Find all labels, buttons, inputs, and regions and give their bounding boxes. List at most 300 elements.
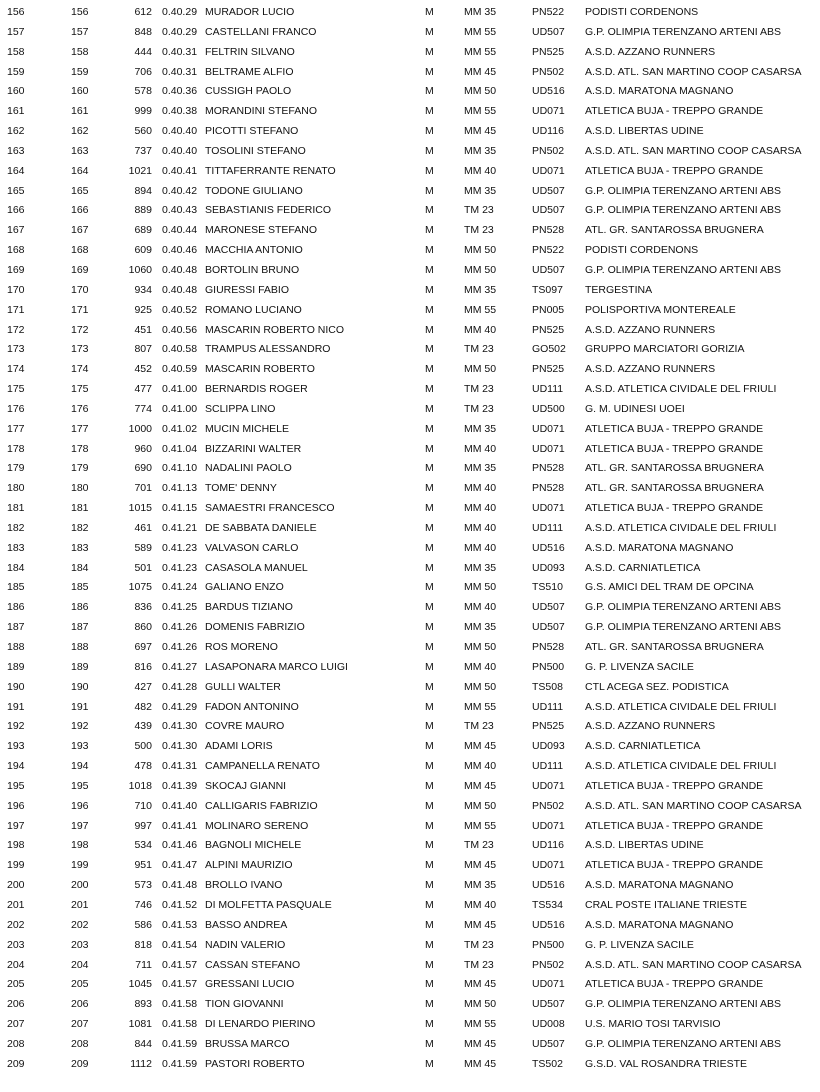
bib-number-cell: 925 bbox=[134, 303, 152, 316]
category-cell: MM 35 bbox=[464, 144, 497, 157]
time-cell: 0.41.30 bbox=[162, 740, 198, 753]
club-name-cell: ATLETICA BUJA - TREPPO GRANDE bbox=[585, 164, 764, 177]
category-position-cell: 194 bbox=[71, 760, 89, 773]
category-cell: TM 23 bbox=[464, 720, 494, 733]
club-name-cell: A.S.D. ATLETICA CIVIDALE DEL FRIULI bbox=[585, 521, 777, 534]
sex-cell: M bbox=[425, 105, 434, 118]
category-cell: MM 50 bbox=[464, 799, 497, 812]
position-cell: 198 bbox=[7, 839, 25, 852]
category-cell: MM 40 bbox=[464, 521, 497, 534]
club-name-cell: A.S.D. CARNIATLETICA bbox=[585, 561, 701, 574]
table-row bbox=[0, 241, 820, 261]
club-code-cell: UD116 bbox=[532, 839, 564, 852]
athlete-name-cell: CASSAN STEFANO bbox=[205, 958, 301, 971]
sex-cell: M bbox=[425, 641, 434, 653]
club-code-cell: UD507 bbox=[532, 184, 565, 197]
table-row bbox=[0, 638, 820, 658]
sex-cell: M bbox=[425, 244, 434, 257]
sex-cell: M bbox=[425, 779, 434, 792]
category-position-cell: 162 bbox=[71, 125, 89, 138]
sex-cell: M bbox=[425, 85, 434, 98]
time-cell: 0.41.27 bbox=[162, 660, 198, 673]
table-row bbox=[0, 757, 820, 777]
club-name-cell: G. M. UDINESI UOEI bbox=[585, 402, 685, 415]
category-position-cell: 165 bbox=[71, 184, 89, 197]
position-cell: 184 bbox=[7, 561, 25, 574]
athlete-name-cell: MASCARIN ROBERTO bbox=[205, 363, 315, 376]
bib-number-cell: 612 bbox=[134, 6, 152, 18]
bib-number-cell: 697 bbox=[134, 641, 152, 653]
table-row bbox=[0, 717, 820, 737]
category-cell: MM 50 bbox=[464, 581, 497, 594]
club-code-cell: PN502 bbox=[532, 65, 565, 78]
club-name-cell: ATLETICA BUJA - TREPPO GRANDE bbox=[585, 779, 764, 792]
bib-number-cell: 860 bbox=[134, 621, 152, 634]
category-position-cell: 203 bbox=[71, 938, 89, 951]
athlete-name-cell: GRESSANI LUCIO bbox=[205, 978, 295, 991]
category-position-cell: 178 bbox=[71, 442, 89, 455]
sex-cell: M bbox=[425, 224, 434, 237]
bib-number-cell: 816 bbox=[134, 660, 152, 673]
time-cell: 0.41.25 bbox=[162, 601, 198, 614]
position-cell: 202 bbox=[7, 918, 25, 931]
club-name-cell: A.S.D. MARATONA MAGNANO bbox=[585, 918, 734, 931]
sex-cell: M bbox=[425, 363, 434, 376]
club-code-cell: UD507 bbox=[532, 263, 565, 276]
time-cell: 0.40.43 bbox=[162, 204, 198, 217]
bib-number-cell: 1021 bbox=[128, 164, 152, 177]
bib-number-cell: 711 bbox=[135, 958, 152, 971]
position-cell: 166 bbox=[7, 204, 25, 217]
category-position-cell: 187 bbox=[71, 621, 89, 634]
athlete-name-cell: MASCARIN ROBERTO NICO bbox=[205, 323, 345, 336]
sex-cell: M bbox=[425, 184, 434, 197]
position-cell: 167 bbox=[7, 224, 25, 237]
position-cell: 174 bbox=[7, 363, 25, 376]
table-row bbox=[0, 400, 820, 420]
club-name-cell: ATLETICA BUJA - TREPPO GRANDE bbox=[585, 978, 764, 991]
table-row bbox=[0, 63, 820, 83]
position-cell: 186 bbox=[7, 601, 25, 614]
position-cell: 170 bbox=[7, 283, 25, 296]
club-name-cell: ATL. GR. SANTAROSSA BRUGNERA bbox=[585, 482, 764, 495]
bib-number-cell: 1112 bbox=[130, 1057, 152, 1070]
category-cell: TM 23 bbox=[464, 938, 494, 951]
bib-number-cell: 427 bbox=[134, 680, 152, 693]
table-row bbox=[0, 1055, 820, 1075]
position-cell: 188 bbox=[7, 641, 25, 653]
time-cell: 0.41.59 bbox=[162, 1057, 198, 1070]
time-cell: 0.40.58 bbox=[162, 343, 198, 356]
athlete-name-cell: SAMAESTRI FRANCESCO bbox=[205, 502, 335, 515]
time-cell: 0.40.31 bbox=[162, 45, 198, 58]
time-cell: 0.40.29 bbox=[162, 25, 198, 38]
club-name-cell: ATL. GR. SANTAROSSA BRUGNERA bbox=[585, 462, 764, 475]
club-name-cell: G. P. LIVENZA SACILE bbox=[585, 660, 694, 673]
table-row bbox=[0, 221, 820, 241]
time-cell: 0.40.42 bbox=[162, 184, 198, 197]
table-row bbox=[0, 995, 820, 1015]
club-code-cell: UD071 bbox=[532, 819, 565, 832]
athlete-name-cell: SCLIPPA LINO bbox=[205, 402, 276, 415]
position-cell: 168 bbox=[7, 244, 25, 257]
category-position-cell: 176 bbox=[71, 402, 89, 415]
club-code-cell: TS534 bbox=[532, 898, 563, 911]
sex-cell: M bbox=[425, 918, 434, 931]
table-row bbox=[0, 578, 820, 598]
table-row bbox=[0, 459, 820, 479]
bib-number-cell: 461 bbox=[134, 521, 152, 534]
table-row bbox=[0, 1015, 820, 1035]
category-cell: MM 45 bbox=[464, 779, 497, 792]
category-cell: MM 45 bbox=[464, 125, 497, 138]
category-position-cell: 190 bbox=[71, 680, 89, 693]
club-name-cell: PODISTI CORDENONS bbox=[585, 6, 699, 18]
category-cell: TM 23 bbox=[464, 343, 494, 356]
bib-number-cell: 609 bbox=[134, 244, 152, 257]
bib-number-cell: 689 bbox=[134, 224, 152, 237]
category-cell: MM 55 bbox=[464, 819, 497, 832]
club-code-cell: TS510 bbox=[532, 581, 563, 594]
time-cell: 0.40.41 bbox=[162, 164, 198, 177]
table-row bbox=[0, 1035, 820, 1055]
club-code-cell: UD093 bbox=[532, 740, 565, 753]
position-cell: 157 bbox=[7, 25, 25, 38]
table-row bbox=[0, 142, 820, 162]
athlete-name-cell: ROMANO LUCIANO bbox=[205, 303, 302, 316]
sex-cell: M bbox=[425, 1037, 434, 1050]
position-cell: 159 bbox=[7, 65, 25, 78]
club-name-cell: ATLETICA BUJA - TREPPO GRANDE bbox=[585, 819, 764, 832]
sex-cell: M bbox=[425, 978, 434, 991]
category-position-cell: 185 bbox=[71, 581, 89, 594]
position-cell: 177 bbox=[7, 422, 25, 435]
time-cell: 0.41.04 bbox=[162, 442, 198, 455]
table-row bbox=[0, 896, 820, 916]
athlete-name-cell: NADIN VALERIO bbox=[205, 938, 286, 951]
time-cell: 0.40.48 bbox=[162, 263, 198, 276]
category-cell: MM 45 bbox=[464, 1037, 497, 1050]
athlete-name-cell: BAGNOLI MICHELE bbox=[205, 839, 302, 852]
club-code-cell: PN525 bbox=[532, 363, 565, 376]
position-cell: 162 bbox=[7, 125, 25, 138]
category-cell: MM 35 bbox=[464, 184, 497, 197]
table-row bbox=[0, 817, 820, 837]
time-cell: 0.41.26 bbox=[162, 621, 198, 634]
category-cell: MM 40 bbox=[464, 164, 497, 177]
club-code-cell: PN502 bbox=[532, 799, 565, 812]
time-cell: 0.40.31 bbox=[162, 65, 198, 78]
table-row bbox=[0, 440, 820, 460]
position-cell: 197 bbox=[7, 819, 25, 832]
category-position-cell: 196 bbox=[71, 799, 89, 812]
athlete-name-cell: BIZZARINI WALTER bbox=[205, 442, 302, 455]
table-row bbox=[0, 559, 820, 579]
sex-cell: M bbox=[425, 760, 434, 773]
club-name-cell: ATL. GR. SANTAROSSA BRUGNERA bbox=[585, 224, 764, 237]
bib-number-cell: 774 bbox=[134, 402, 152, 415]
time-cell: 0.41.02 bbox=[162, 422, 198, 435]
category-position-cell: 172 bbox=[71, 323, 89, 336]
category-position-cell: 209 bbox=[71, 1057, 89, 1070]
category-position-cell: 183 bbox=[71, 541, 89, 554]
position-cell: 196 bbox=[7, 799, 25, 812]
bib-number-cell: 444 bbox=[134, 45, 152, 58]
time-cell: 0.41.28 bbox=[162, 680, 198, 693]
category-cell: TM 23 bbox=[464, 958, 494, 971]
time-cell: 0.40.56 bbox=[162, 323, 198, 336]
athlete-name-cell: DOMENIS FABRIZIO bbox=[205, 621, 305, 634]
table-row bbox=[0, 856, 820, 876]
position-cell: 164 bbox=[7, 164, 25, 177]
category-cell: MM 40 bbox=[464, 760, 497, 773]
sex-cell: M bbox=[425, 125, 434, 138]
athlete-name-cell: TRAMPUS ALESSANDRO bbox=[205, 343, 331, 356]
bib-number-cell: 586 bbox=[134, 918, 152, 931]
club-code-cell: PN525 bbox=[532, 720, 565, 733]
table-row bbox=[0, 678, 820, 698]
club-name-cell: A.S.D. AZZANO RUNNERS bbox=[585, 45, 716, 58]
sex-cell: M bbox=[425, 799, 434, 812]
sex-cell: M bbox=[425, 343, 434, 356]
athlete-name-cell: SKOCAJ GIANNI bbox=[205, 779, 287, 792]
table-row bbox=[0, 261, 820, 281]
bib-number-cell: 500 bbox=[134, 740, 152, 753]
table-row bbox=[0, 82, 820, 102]
position-cell: 175 bbox=[7, 383, 25, 396]
athlete-name-cell: TOME' DENNY bbox=[205, 482, 277, 495]
table-row bbox=[0, 916, 820, 936]
sex-cell: M bbox=[425, 859, 434, 872]
category-cell: MM 40 bbox=[464, 323, 497, 336]
position-cell: 204 bbox=[7, 958, 25, 971]
bib-number-cell: 836 bbox=[134, 601, 152, 614]
sex-cell: M bbox=[425, 502, 434, 515]
table-row bbox=[0, 658, 820, 678]
position-cell: 203 bbox=[7, 938, 25, 951]
position-cell: 163 bbox=[7, 144, 25, 157]
club-code-cell: UD071 bbox=[532, 105, 565, 118]
club-name-cell: A.S.D. AZZANO RUNNERS bbox=[585, 363, 716, 376]
category-position-cell: 173 bbox=[71, 343, 89, 356]
position-cell: 180 bbox=[7, 482, 25, 495]
time-cell: 0.40.59 bbox=[162, 363, 198, 376]
bib-number-cell: 894 bbox=[134, 184, 152, 197]
table-row bbox=[0, 777, 820, 797]
table-row bbox=[0, 420, 820, 440]
time-cell: 0.41.40 bbox=[162, 799, 198, 812]
club-code-cell: PN500 bbox=[532, 660, 565, 673]
time-cell: 0.41.46 bbox=[162, 839, 198, 852]
category-position-cell: 207 bbox=[71, 1018, 89, 1031]
sex-cell: M bbox=[425, 402, 434, 415]
category-position-cell: 197 bbox=[71, 819, 89, 832]
category-position-cell: 179 bbox=[71, 462, 89, 475]
bib-number-cell: 999 bbox=[134, 105, 152, 118]
club-name-cell: U.S. MARIO TOSI TARVISIO bbox=[585, 1018, 721, 1031]
club-code-cell: PN522 bbox=[532, 6, 565, 18]
club-code-cell: UD071 bbox=[532, 442, 565, 455]
category-position-cell: 167 bbox=[71, 224, 89, 237]
position-cell: 195 bbox=[7, 779, 25, 792]
club-code-cell: PN528 bbox=[532, 641, 565, 653]
bib-number-cell: 478 bbox=[134, 760, 152, 773]
sex-cell: M bbox=[425, 601, 434, 614]
time-cell: 0.41.00 bbox=[162, 383, 198, 396]
category-position-cell: 169 bbox=[71, 263, 89, 276]
club-code-cell: PN005 bbox=[532, 303, 565, 316]
time-cell: 0.40.36 bbox=[162, 85, 198, 98]
athlete-name-cell: GIURESSI FABIO bbox=[205, 283, 290, 296]
athlete-name-cell: BORTOLIN BRUNO bbox=[205, 263, 300, 276]
category-cell: TM 23 bbox=[464, 224, 494, 237]
position-cell: 185 bbox=[7, 581, 25, 594]
athlete-name-cell: MUCIN MICHELE bbox=[205, 422, 290, 435]
sex-cell: M bbox=[425, 65, 434, 78]
position-cell: 201 bbox=[7, 898, 25, 911]
time-cell: 0.41.21 bbox=[162, 521, 198, 534]
club-code-cell: PN528 bbox=[532, 224, 565, 237]
club-code-cell: UD516 bbox=[532, 85, 565, 98]
sex-cell: M bbox=[425, 700, 434, 713]
category-cell: MM 35 bbox=[464, 283, 497, 296]
table-row bbox=[0, 479, 820, 499]
category-cell: MM 50 bbox=[464, 998, 497, 1011]
category-cell: MM 45 bbox=[464, 918, 497, 931]
time-cell: 0.41.58 bbox=[162, 1018, 198, 1031]
club-code-cell: UD116 bbox=[532, 125, 564, 138]
club-name-cell: ATLETICA BUJA - TREPPO GRANDE bbox=[585, 859, 764, 872]
table-row bbox=[0, 956, 820, 976]
time-cell: 0.41.54 bbox=[162, 938, 198, 951]
category-cell: MM 40 bbox=[464, 442, 497, 455]
category-position-cell: 157 bbox=[71, 25, 89, 38]
bib-number-cell: 746 bbox=[134, 898, 152, 911]
club-code-cell: UD071 bbox=[532, 422, 565, 435]
club-code-cell: UD111 bbox=[532, 383, 564, 396]
club-code-cell: UD516 bbox=[532, 541, 565, 554]
category-position-cell: 191 bbox=[71, 700, 89, 713]
table-row bbox=[0, 122, 820, 142]
bib-number-cell: 1081 bbox=[128, 1018, 152, 1031]
category-cell: MM 35 bbox=[464, 6, 497, 18]
bib-number-cell: 706 bbox=[134, 65, 152, 78]
time-cell: 0.41.13 bbox=[162, 482, 198, 495]
club-code-cell: PN525 bbox=[532, 323, 565, 336]
category-cell: MM 40 bbox=[464, 660, 497, 673]
position-cell: 209 bbox=[7, 1057, 25, 1070]
sex-cell: M bbox=[425, 144, 434, 157]
time-cell: 0.41.48 bbox=[162, 879, 198, 892]
bib-number-cell: 818 bbox=[134, 938, 152, 951]
position-cell: 171 bbox=[7, 303, 25, 316]
athlete-name-cell: ALPINI MAURIZIO bbox=[205, 859, 293, 872]
club-name-cell: G. P. LIVENZA SACILE bbox=[585, 938, 694, 951]
club-code-cell: TS502 bbox=[532, 1057, 563, 1070]
sex-cell: M bbox=[425, 422, 434, 435]
category-cell: TM 23 bbox=[464, 839, 494, 852]
bib-number-cell: 589 bbox=[134, 541, 152, 554]
bib-number-cell: 1015 bbox=[128, 502, 152, 515]
category-position-cell: 175 bbox=[71, 383, 89, 396]
sex-cell: M bbox=[425, 581, 434, 594]
sex-cell: M bbox=[425, 819, 434, 832]
position-cell: 161 bbox=[7, 105, 25, 118]
bib-number-cell: 477 bbox=[134, 383, 152, 396]
position-cell: 193 bbox=[7, 740, 25, 753]
category-position-cell: 161 bbox=[71, 105, 89, 118]
athlete-name-cell: ROS MORENO bbox=[205, 641, 278, 653]
club-name-cell: A.S.D. ATL. SAN MARTINO COOP CASARSA bbox=[585, 65, 802, 78]
sex-cell: M bbox=[425, 998, 434, 1011]
position-cell: 208 bbox=[7, 1037, 25, 1050]
athlete-name-cell: CASTELLANI FRANCO bbox=[205, 25, 317, 38]
athlete-name-cell: MOLINARO SERENO bbox=[205, 819, 309, 832]
time-cell: 0.41.39 bbox=[162, 779, 198, 792]
club-name-cell: A.S.D. ATLETICA CIVIDALE DEL FRIULI bbox=[585, 383, 777, 396]
table-row bbox=[0, 519, 820, 539]
sex-cell: M bbox=[425, 561, 434, 574]
club-name-cell: G.P. OLIMPIA TERENZANO ARTENI ABS bbox=[585, 1037, 782, 1050]
sex-cell: M bbox=[425, 323, 434, 336]
athlete-name-cell: PICOTTI STEFANO bbox=[205, 125, 299, 138]
category-position-cell: 188 bbox=[71, 641, 89, 653]
club-code-cell: UD507 bbox=[532, 998, 565, 1011]
club-name-cell: A.S.D. MARATONA MAGNANO bbox=[585, 541, 734, 554]
sex-cell: M bbox=[425, 879, 434, 892]
position-cell: 191 bbox=[7, 700, 25, 713]
table-row bbox=[0, 380, 820, 400]
club-name-cell: A.S.D. LIBERTAS UDINE bbox=[585, 839, 704, 852]
position-cell: 200 bbox=[7, 879, 25, 892]
athlete-name-cell: BERNARDIS ROGER bbox=[205, 383, 308, 396]
bib-number-cell: 934 bbox=[134, 283, 152, 296]
club-code-cell: UD507 bbox=[532, 204, 565, 217]
category-cell: MM 45 bbox=[464, 978, 497, 991]
category-position-cell: 192 bbox=[71, 720, 89, 733]
position-cell: 169 bbox=[7, 263, 25, 276]
club-code-cell: PN528 bbox=[532, 462, 565, 475]
category-cell: MM 55 bbox=[464, 303, 497, 316]
table-row bbox=[0, 598, 820, 618]
club-name-cell: ATLETICA BUJA - TREPPO GRANDE bbox=[585, 422, 764, 435]
table-row bbox=[0, 23, 820, 43]
club-name-cell: ATL. GR. SANTAROSSA BRUGNERA bbox=[585, 641, 764, 653]
category-position-cell: 181 bbox=[71, 502, 89, 515]
category-cell: MM 55 bbox=[464, 700, 497, 713]
position-cell: 160 bbox=[7, 85, 25, 98]
club-code-cell: UD071 bbox=[532, 978, 565, 991]
position-cell: 199 bbox=[7, 859, 25, 872]
athlete-name-cell: BRUSSA MARCO bbox=[205, 1037, 290, 1050]
time-cell: 0.40.46 bbox=[162, 244, 198, 257]
category-cell: MM 35 bbox=[464, 561, 497, 574]
position-cell: 156 bbox=[7, 6, 25, 18]
club-name-cell: G.P. OLIMPIA TERENZANO ARTENI ABS bbox=[585, 621, 782, 634]
category-cell: MM 55 bbox=[464, 45, 497, 58]
club-name-cell: A.S.D. ATL. SAN MARTINO COOP CASARSA bbox=[585, 799, 802, 812]
athlete-name-cell: BARDUS TIZIANO bbox=[205, 601, 293, 614]
category-cell: MM 40 bbox=[464, 502, 497, 515]
club-name-cell: A.S.D. ATLETICA CIVIDALE DEL FRIULI bbox=[585, 700, 777, 713]
time-cell: 0.41.24 bbox=[162, 581, 198, 594]
position-cell: 179 bbox=[7, 462, 25, 475]
category-position-cell: 200 bbox=[71, 879, 89, 892]
athlete-name-cell: NADALINI PAOLO bbox=[205, 462, 292, 475]
bib-number-cell: 1045 bbox=[128, 978, 152, 991]
bib-number-cell: 960 bbox=[134, 442, 152, 455]
club-name-cell: ATLETICA BUJA - TREPPO GRANDE bbox=[585, 442, 764, 455]
